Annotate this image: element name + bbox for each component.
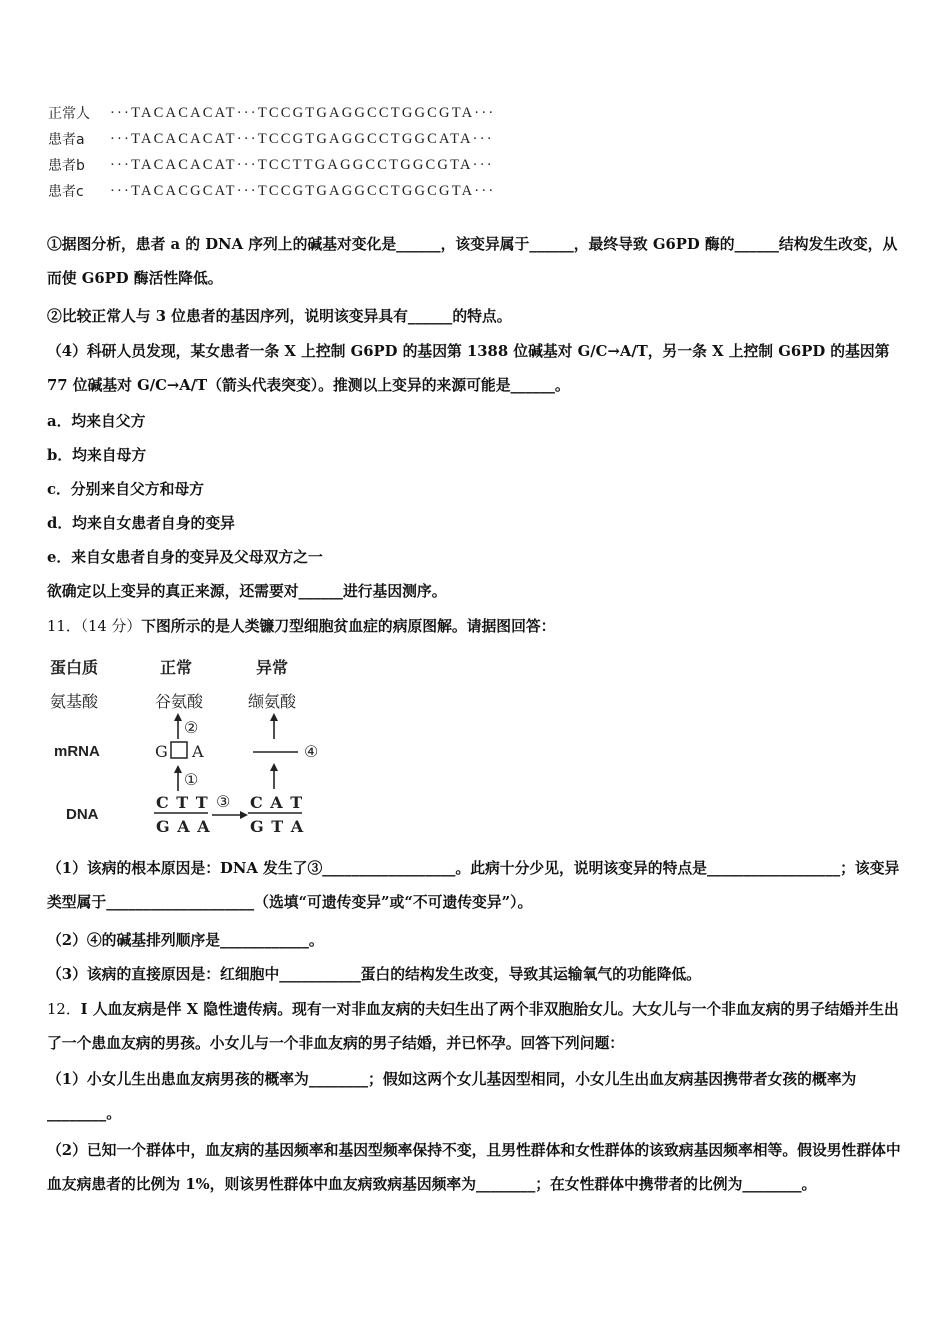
seq-row-patient-b xyxy=(48,152,495,178)
seq-row-patient-c xyxy=(48,178,495,204)
mrna-a: A xyxy=(192,742,204,761)
seq-row-patient-a xyxy=(48,126,495,152)
seq-row-normal xyxy=(48,100,495,126)
amino-normal: 谷氨酸 xyxy=(155,692,204,711)
q12-intro xyxy=(47,993,907,1061)
q10-option-a: a．均来自父方 xyxy=(47,413,146,430)
marker-3: ③ xyxy=(216,792,231,811)
marker-1: ① xyxy=(184,770,199,789)
marker-4: ④ xyxy=(304,742,319,761)
mrna-g: G xyxy=(155,742,168,761)
seq-label: 正常人 xyxy=(48,106,90,122)
header-abnormal: 异常 xyxy=(256,658,289,677)
dna-abnormal-top: C A T xyxy=(250,793,304,812)
seq-value: ···TACACACAT···TCCGTGAGGCCTGGCATA··· xyxy=(110,130,494,147)
sickle-cell-diagram xyxy=(48,655,348,840)
q10-part2: ②比较正常人与 3 位患者的基因序列，说明该变异具有______的特点。 xyxy=(47,308,512,325)
seq-value: ···TACACACAT···TCCTTGAGGCCTGGCGTA··· xyxy=(110,156,494,173)
q12-part1: （1）小女儿生出患血友病男孩的概率为________；假如这两个女儿基因型相同，小女儿生出血友病基因携带者女孩的概率为________。 xyxy=(47,1071,857,1122)
blank-box xyxy=(171,742,187,758)
row-dna: DNA xyxy=(66,806,99,823)
q11-title: 下图所示的是人类镰刀型细胞贫血症的病原图解。请据图回答： xyxy=(141,618,556,635)
row-mrna: mRNA xyxy=(54,743,100,760)
q11-part3: （3）该病的直接原因是：红细胞中___________蛋白的结构发生改变，导致其运输氧气的功能降低。 xyxy=(47,966,701,983)
q10-final: 欲确定以上变异的真正来源，还需要对______进行基因测序。 xyxy=(47,583,447,600)
marker-2: ② xyxy=(184,718,199,737)
seq-value: ···TACACGCAT···TCCGTGAGGCCTGGCGTA··· xyxy=(110,182,496,199)
sequence-table xyxy=(48,100,495,204)
arrow-right-icon xyxy=(212,811,248,819)
q10-part4: （4）科研人员发现，某女患者一条 X 上控制 G6PD 的基因第 1388 位碱基对 G/C→A/T，另一条 X 上控制 G6PD 的基因第 77 位碱基对 G/C→A/T（箭头代表突变）。推测以上变异的来源可能是______。 xyxy=(47,343,890,394)
row-amino-acid: 氨基酸 xyxy=(50,692,99,711)
q10-option-b: b．均来自母方 xyxy=(47,447,147,464)
q11-number: 11．（14 分） xyxy=(47,618,142,635)
dna-normal-top: C T T xyxy=(156,793,209,812)
q10-option-c: c．分别来自父方和母方 xyxy=(47,481,204,498)
seq-label: 患者c xyxy=(48,184,84,200)
q10-option-d: d．均来自女患者自身的变异 xyxy=(47,515,235,532)
arrow-up-icon xyxy=(270,763,278,789)
seq-label: 患者a xyxy=(48,132,85,148)
q12-part2: （2）已知一个群体中，血友病的基因频率和基因型频率保持不变，且男性群体和女性群体的该致病基因频率相等。假设男性群体中血友病患者的比例为 1%，则该男性群体中血友病致病基因频率为________；在女性群体中携带者的比例为________。 xyxy=(47,1142,901,1193)
seq-label: 患者b xyxy=(48,158,85,174)
q12-number: 12． xyxy=(47,1001,81,1018)
q10-part1: ①据图分析，患者 a 的 DNA 序列上的碱基对变化是______，该变异属于______，最终导致 G6PD 酶的______结构发生改变，从而使 G6PD 酶活性降低。 xyxy=(47,236,898,287)
q11-part2: （2）④的碱基排列顺序是____________。 xyxy=(47,932,324,949)
diagram-svg xyxy=(48,655,348,840)
dna-normal-bottom: G A A xyxy=(156,817,211,836)
header-protein: 蛋白质 xyxy=(50,658,99,677)
amino-abnormal: 缬氨酸 xyxy=(248,692,297,711)
q11-part1: （1）该病的根本原因是：DNA 发生了③__________________。此病十分少见，说明该变异的特点是__________________；该变异类型属于____________________（选填“可遗传变异”或“不可遗传变异”）。 xyxy=(47,860,900,911)
arrow-up-icon xyxy=(174,713,182,739)
dna-abnormal-bottom: G T A xyxy=(250,817,305,836)
q12-intro-text: I 人血友病是伴 X 隐性遗传病。现有一对非血友病的夫妇生出了两个非双胞胎女儿。大女儿与一个非血友病的男子结婚并生出了一个患血友病的男孩。小女儿与一个非血友病的男子结婚，并已怀孕。回答下列问题： xyxy=(47,1001,899,1052)
arrow-up-icon xyxy=(174,765,182,791)
header-normal: 正常 xyxy=(160,658,193,677)
q10-option-e: e．来自女患者自身的变异及父母双方之一 xyxy=(47,549,323,566)
q11-heading xyxy=(47,610,907,644)
arrow-up-icon xyxy=(270,713,278,739)
seq-value: ···TACACACAT···TCCGTGAGGCCTGGCGTA··· xyxy=(110,104,496,121)
